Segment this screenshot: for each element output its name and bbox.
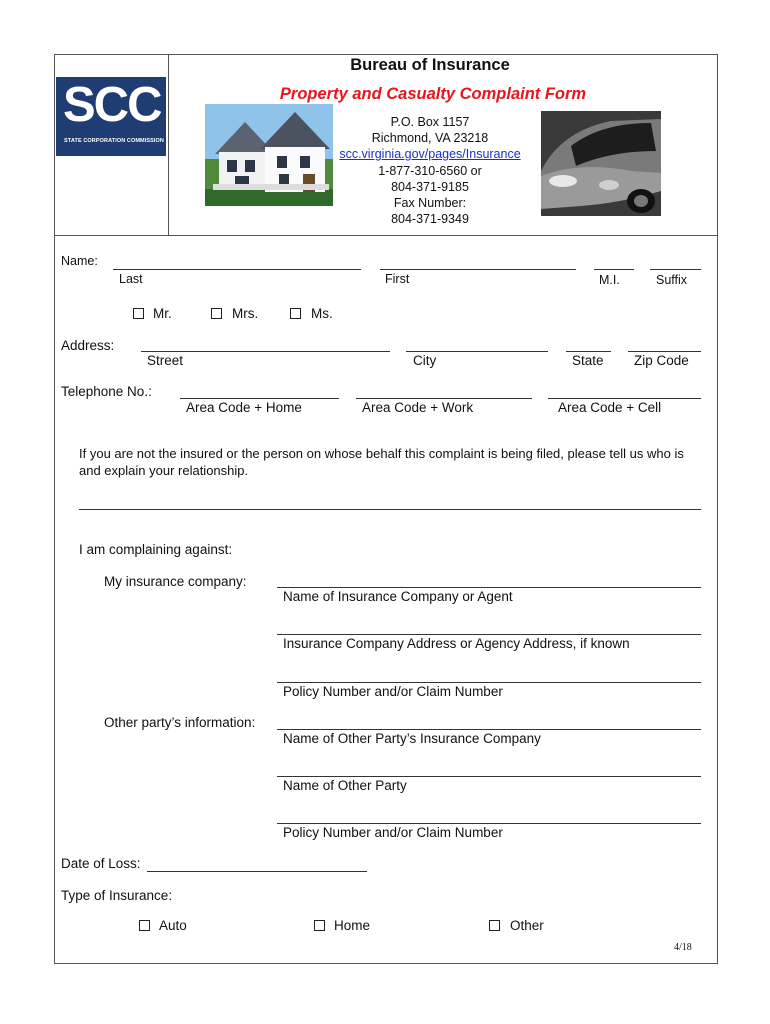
website-link[interactable]: scc.virginia.gov/pages/Insurance [339,147,521,161]
address-line1: P.O. Box 1157 [390,115,470,129]
other-company-label: Name of Other Party’s Insurance Company [283,731,541,746]
home-phone-field[interactable] [180,398,339,399]
relationship-instruction-line2: and explain your relationship. [79,463,249,478]
company-policy-label: Policy Number and/or Claim Number [283,684,503,699]
other-checkbox[interactable] [489,920,500,931]
name-label: Name: [61,254,98,268]
header-divider-bottom [54,235,718,236]
form-version: 4/18 [674,942,692,953]
car-image [541,111,661,216]
company-policy-field[interactable] [277,682,701,683]
form-subtitle: Property and Casualty Complaint Form [279,85,587,103]
suffix-field[interactable] [650,269,701,270]
state-field[interactable] [566,351,611,352]
city-label: City [413,353,437,368]
home-phone-label: Area Code + Home [186,400,302,415]
city-field[interactable] [406,351,548,352]
other-party-name-field[interactable] [277,776,701,777]
logo-subtext: STATE CORPORATION COMMISSION [64,138,164,144]
suffix-label: Suffix [656,273,688,287]
home-label: Home [334,918,371,933]
street-field[interactable] [141,351,390,352]
mi-label: M.I. [599,273,620,287]
mrs-checkbox[interactable] [211,308,222,319]
street-label: Street [147,353,184,368]
mr-label: Mr. [153,306,172,321]
address-line2: Richmond, VA 23218 [371,131,489,145]
other-label: Other [510,918,544,933]
mi-field[interactable] [594,269,634,270]
form-title: Bureau of Insurance [350,56,510,74]
header-divider-left [168,54,169,236]
work-phone-label: Area Code + Work [362,400,474,415]
other-company-field[interactable] [277,729,701,730]
scc-logo [56,77,166,156]
date-of-loss-field[interactable] [147,871,367,872]
first-name-label: First [385,272,410,286]
company-address-field[interactable] [277,634,701,635]
first-name-field[interactable] [380,269,576,270]
zip-field[interactable] [628,351,701,352]
logo-text: SCC [63,78,161,132]
ms-label: Ms. [311,306,333,321]
state-label: State [572,353,604,368]
relationship-field[interactable] [79,509,701,510]
last-name-label: Last [119,272,143,286]
phone-line2: 804-371-9185 [391,180,469,194]
zip-label: Zip Code [634,353,689,368]
company-name-label: Name of Insurance Company or Agent [283,589,513,604]
telephone-label: Telephone No.: [61,384,152,399]
last-name-field[interactable] [113,269,361,270]
mr-checkbox[interactable] [133,308,144,319]
other-policy-label: Policy Number and/or Claim Number [283,825,503,840]
home-checkbox[interactable] [314,920,325,931]
phone-line1: 1-877-310-6560 or [378,164,482,178]
other-party-label: Other party’s information: [104,715,256,730]
complaint-heading: I am complaining against: [79,542,233,557]
house-image [205,104,333,206]
fax-label: Fax Number: [393,196,467,210]
insurance-type-label: Type of Insurance: [61,888,173,903]
company-name-field[interactable] [277,587,701,588]
auto-label: Auto [159,918,187,933]
company-address-label: Insurance Company Address or Agency Address, if known [283,636,630,651]
cell-phone-field[interactable] [548,398,701,399]
auto-checkbox[interactable] [139,920,150,931]
other-policy-field[interactable] [277,823,701,824]
relationship-instruction-line1: If you are not the insured or the person on whose behalf this complaint is being filed, please tell us who is [79,446,684,461]
mrs-label: Mrs. [232,306,259,321]
other-party-name-label: Name of Other Party [283,778,407,793]
work-phone-field[interactable] [356,398,532,399]
ms-checkbox[interactable] [290,308,301,319]
address-label: Address: [61,338,115,353]
my-company-label: My insurance company: [104,574,247,589]
fax-number: 804-371-9349 [391,212,469,226]
cell-phone-label: Area Code + Cell [558,400,662,415]
date-of-loss-label: Date of Loss: [61,856,141,871]
